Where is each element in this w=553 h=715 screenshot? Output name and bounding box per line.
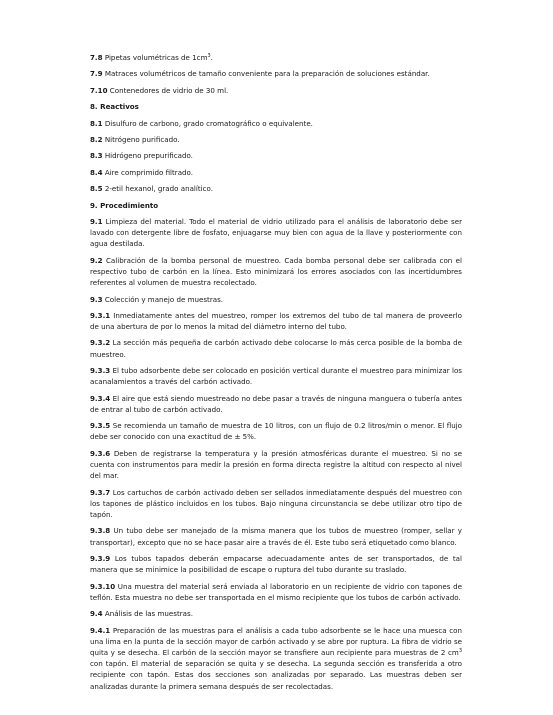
item-7-9 <box>90 68 462 79</box>
item-8-3 <box>90 150 462 161</box>
item-9-3 <box>90 294 462 305</box>
item-number: 9.4.1 <box>90 625 111 635</box>
item-number: 8.3 <box>90 151 103 161</box>
item-number: 9.3.7 <box>90 487 111 497</box>
item-number: 9.2 <box>90 255 103 265</box>
item-text: Inmediatamente antes del muestreo, romper los extremos del tubo de tal manera de proveerlo de una abertura de por lo menos la mitad del diámetro interno del tubo. <box>90 310 462 332</box>
item-number: 9.3.3 <box>90 366 111 376</box>
item-number: 9.3.10 <box>90 581 116 591</box>
superscript: 3 <box>207 53 211 59</box>
item-8-4 <box>90 167 462 178</box>
item-9-3-4 <box>90 393 462 415</box>
item-text: Una muestra del material será enviada al laboratorio en un recipiente de vidrio con tapones de teflón. Esta muestra no debe ser transportada en el mismo recipiente que los tubos de carbón activado. <box>90 581 462 602</box>
item-text: Aire comprimido filtrado. <box>104 167 194 177</box>
item-number: 8.1 <box>90 118 103 128</box>
item-text: El aire que está siendo muestreado no debe pasar a través de ninguna manguera o tubería antes de entrar al tubo de carbón activado. <box>90 393 462 414</box>
item-8-5 <box>90 183 462 194</box>
item-text: Hidrógeno prepurificado. <box>104 151 193 161</box>
item-9-3-2 <box>90 337 462 359</box>
item-number: 8.5 <box>90 184 103 194</box>
item-text: Limpieza del material. Todo el material de vidrio utilizado para el análisis de laboratorio debe ser lavado con detergente libre de fosfato, enjuagarse muy bien con agua de la llave y posteriormente con agua destilada. <box>90 216 462 249</box>
item-number: 9.3.8 <box>90 526 111 536</box>
item-text: Análisis de las muestras. <box>104 609 193 619</box>
item-text: Un tubo debe ser manejado de la misma manera que los tubos de muestreo (romper, sellar y transportar), excepto que no se hace pasar aire a través de él. Este tubo será etiquetado como blanco. <box>90 526 462 547</box>
item-9-3-5 <box>90 420 462 442</box>
item-text: 2-etil hexanol, grado analítico. <box>104 184 213 194</box>
item-number: 9.3.1 <box>90 310 111 320</box>
document-body <box>90 52 462 697</box>
item-9-3-8 <box>90 525 462 547</box>
item-9-1 <box>90 216 462 250</box>
item-9-4 <box>90 608 462 619</box>
item-text: Preparación de las muestras para el análisis a cada tubo adsorbente se le hace una muesca con una lima en la punta de la sección mayor de carbón activado y se abre por ruptura. La fibra de vidrio se quita y se desecha. El carbón de la sección mayor se transfiere aun recipiente para muestras de 2 cm <box>90 625 462 658</box>
item-text: Disulfuro de carbono, grado cromatográfico o equivalente. <box>104 118 313 128</box>
item-text-tail: con tapón. El material de separación se quita y se desecha. La segunda sección es transferida a otro recipiente con tapón. Estas dos secciones son analizadas por separado. Las muestras deben ser analizadas durante la primera semana después de ser recolectadas. <box>90 659 462 691</box>
item-9-3-6 <box>90 448 462 482</box>
item-9-3-9 <box>90 553 462 575</box>
item-text: Los tubos tapados deberán empacarse adecuadamente antes de ser transportados, de tal manera que se minimice la posibilidad de escape o ruptura del tubo durante su traslado. <box>90 554 462 575</box>
item-text: Calibración de la bomba personal de muestreo. Cada bomba personal debe ser calibrada con el respectivo tubo de carbón en la línea. Esto minimizará los errores asociados con las incertidumbres referentes al volumen de muestra recolectado. <box>90 255 462 288</box>
item-number: 7.9 <box>90 69 103 79</box>
item-text: Se recomienda un tamaño de muestra de 10 litros, con un flujo de 0.2 litros/min o menor. El flujo debe ser conocido con una exactitud de ± 5%. <box>90 421 462 442</box>
item-9-4-1 <box>90 625 462 692</box>
item-number: 9.3.5 <box>90 421 111 431</box>
item-7-10 <box>90 85 462 96</box>
item-number: 9.3 <box>90 294 103 304</box>
superscript: 3 <box>458 648 462 655</box>
section-heading: 9. Procedimiento <box>90 200 159 210</box>
item-text: Nitrógeno purificado. <box>104 134 180 144</box>
item-number: 9.1 <box>90 216 103 226</box>
item-9-2 <box>90 255 462 289</box>
item-text-tail: . <box>210 53 213 62</box>
item-text: Matraces volumétricos de tamaño conveniente para la preparación de soluciones estándar. <box>104 69 430 79</box>
item-9-3-10 <box>90 581 462 603</box>
item-7-8 <box>90 52 462 63</box>
item-8-2 <box>90 134 462 145</box>
item-8-1 <box>90 118 462 129</box>
item-text: Deben de registrarse la temperatura y la presión atmosféricas durante el muestreo. Si no se cuenta con instrumentos para medir la presión en forma directa registre la altitud con respecto al nivel del mar. <box>90 448 462 481</box>
item-number: 9.3.4 <box>90 393 111 403</box>
item-number: 7.8 <box>90 53 103 62</box>
item-number: 9.3.6 <box>90 448 111 458</box>
item-number: 9.3.9 <box>90 554 111 564</box>
item-text: Los cartuchos de carbón activado deben ser sellados inmediatamente después del muestreo con los tapones de plástico incluidos en los tubos. Bajo ninguna circunstancia se debe utilizar otro tipo de tapón. <box>90 487 462 520</box>
item-9-3-1 <box>90 310 462 332</box>
item-number: 8.4 <box>90 167 103 177</box>
item-text: La sección más pequeña de carbón activado debe colocarse lo más cerca posible de la bomba de muestreo. <box>90 338 462 359</box>
item-number: 9.3.2 <box>90 338 111 348</box>
item-text: Colección y manejo de muestras. <box>104 294 224 304</box>
item-9-3-3 <box>90 365 462 387</box>
item-text: Pipetas volumétricas de 1cm <box>104 53 208 62</box>
item-number: 7.10 <box>90 85 108 95</box>
item-9-3-7 <box>90 487 462 521</box>
item-number: 9.4 <box>90 609 103 619</box>
item-text: Contenedores de vidrio de 30 ml. <box>109 85 229 95</box>
item-number: 8.2 <box>90 134 103 144</box>
item-text: El tubo adsorbente debe ser colocado en posición vertical durante el muestreo para minimizar los acanalamientos a través del carbón activado. <box>90 366 462 387</box>
section-heading: 8. Reactivos <box>90 102 139 112</box>
